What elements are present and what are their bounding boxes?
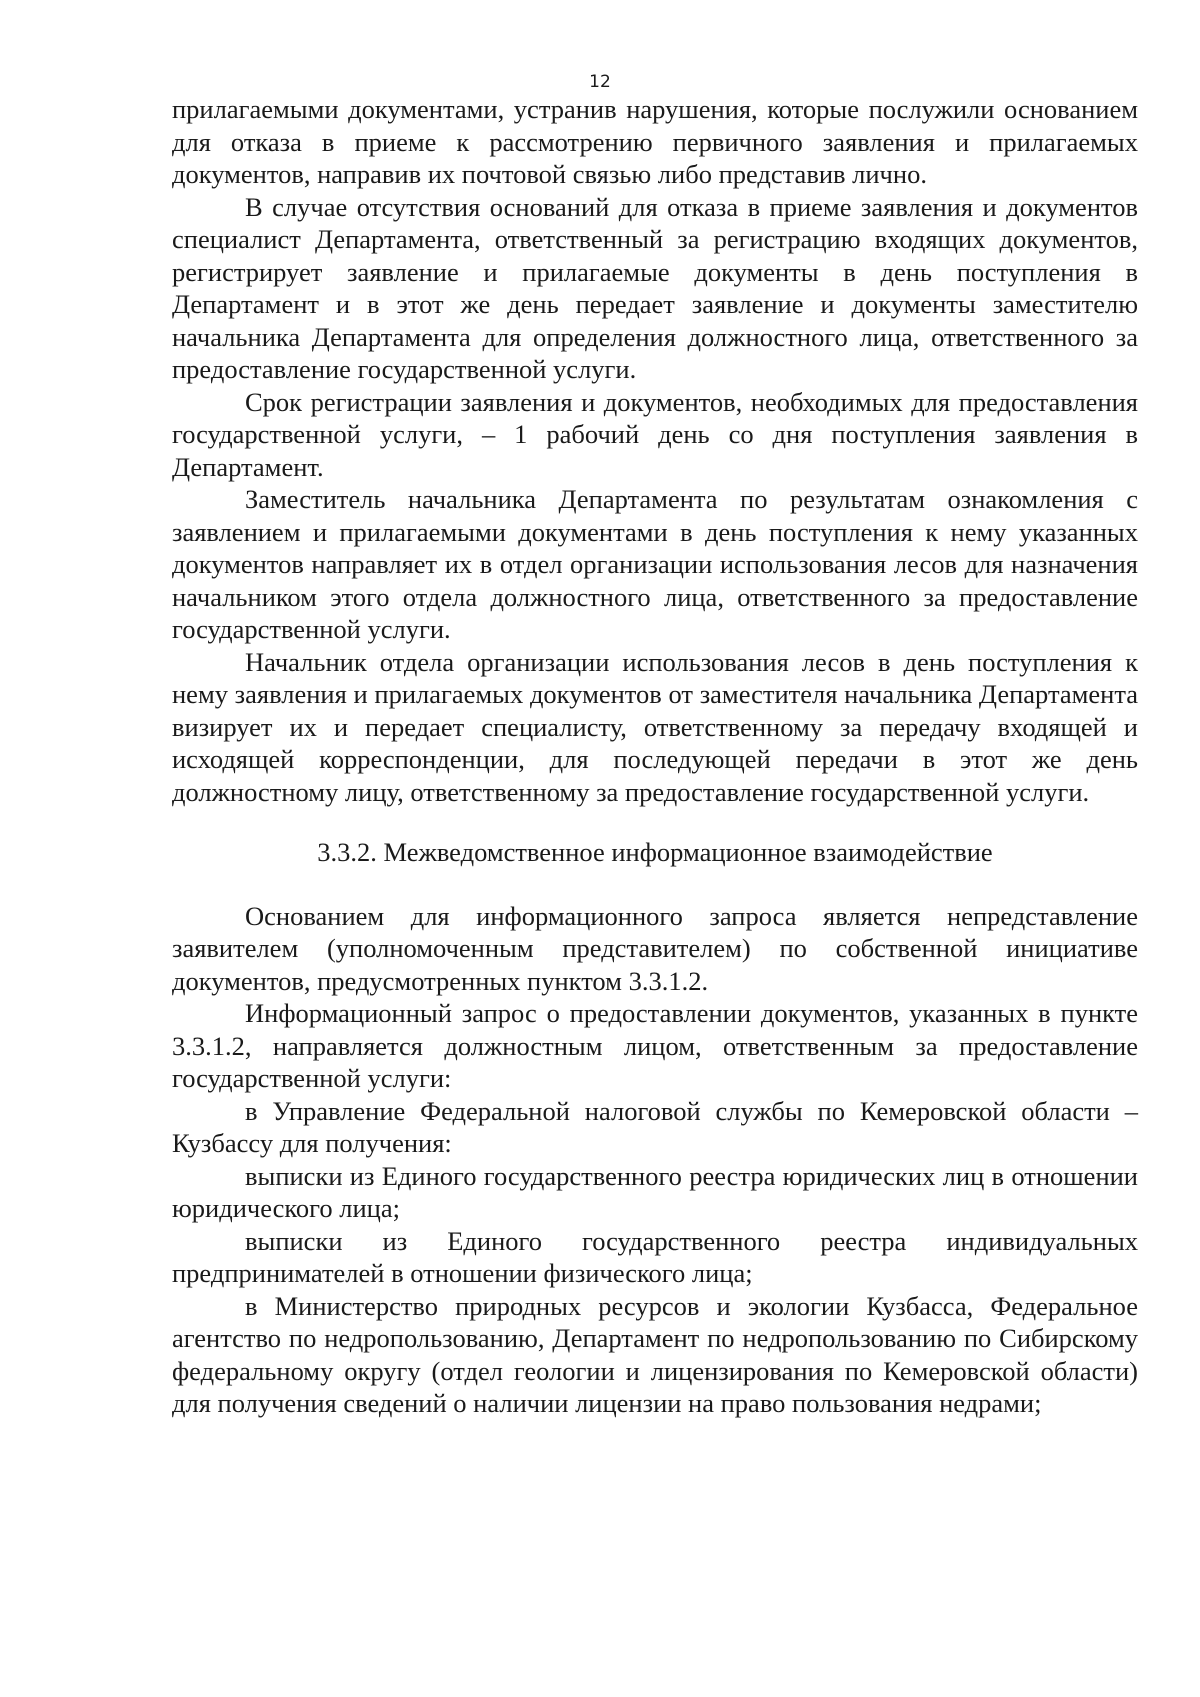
section-heading: 3.3.2. Межведомственное информационное взаимодействие <box>317 837 993 867</box>
paragraph-egrul-extract: выписки из Единого государственного реестра юридических лиц в отношении юридического лица; <box>172 1160 1138 1223</box>
paragraph-continuation: прилагаемыми документами, устранив нарушения, которые послужили основанием для отказа в приеме к рассмотрению первичного заявления и прилагаемых документов, направив их почтовой связью либо представив лично. <box>172 94 1138 189</box>
paragraph-registration-term: Срок регистрации заявления и документов, необходимых для предоставления государственной услуги, – 1 рабочий день со дня поступления заявления в Департамент. <box>172 386 1138 482</box>
paragraph-registration: В случае отсутствия оснований для отказа в приеме заявления и документов специалист Департамента, ответственный за регистрацию входящих документов, регистрирует заявление и прилагаемые документы в день поступления в Департамент и в этот же день передает заявление и документы заместителю начальника Департамента для определения должностного лица, ответственного за предоставление государственной услуги. <box>172 191 1138 384</box>
paragraph-tax-service: в Управление Федеральной налоговой службы по Кемеровской области – Кузбассу для получения: <box>172 1095 1138 1158</box>
paragraph-deputy-head: Заместитель начальника Департамента по результатам ознакомления с заявлением и прилагаемыми документами в день поступления к нему указанных документов направляет их в отдел организации использования лесов для назначения начальником этого отдела должностного лица, ответственного за предоставление государственной услуги. <box>172 484 1138 644</box>
paragraph-egrip-extract: выписки из Единого государственного реестра индивидуальных предпринимателей в отношении физического лица; <box>172 1225 1138 1288</box>
paragraph-request-basis: Основанием для информационного запроса является непредставление заявителем (уполномоченным представителем) по собственной инициативе документов, предусмотренных пунктом 3.3.1.2. <box>172 900 1138 996</box>
document-body <box>172 93 1138 1420</box>
paragraph-department-head: Начальник отдела организации использования лесов в день поступления к нему заявления и прилагаемых документов от заместителя начальника Департамента визирует их и передает специалисту, ответственному за передачу входящей и исходящей корреспонденции, для последующей передачи в этот же день должностному лицу, ответственному за предоставление государственной услуги. <box>172 646 1138 807</box>
paragraph-request-direction: Информационный запрос о предоставлении документов, указанных в пункте 3.3.1.2, направляется должностным лицом, ответственным за предоставление государственной услуги: <box>172 998 1138 1093</box>
paragraph-ministry: в Министерство природных ресурсов и экологии Кузбасса, Федеральное агентство по недропользованию, Департамент по недропользованию по Сибирскому федеральному округу (отдел геологии и лицензирования по Кемеровской области) для получения сведений о наличии лицензии на право пользования недрами; <box>172 1290 1138 1418</box>
page-number: 12 <box>589 72 611 92</box>
